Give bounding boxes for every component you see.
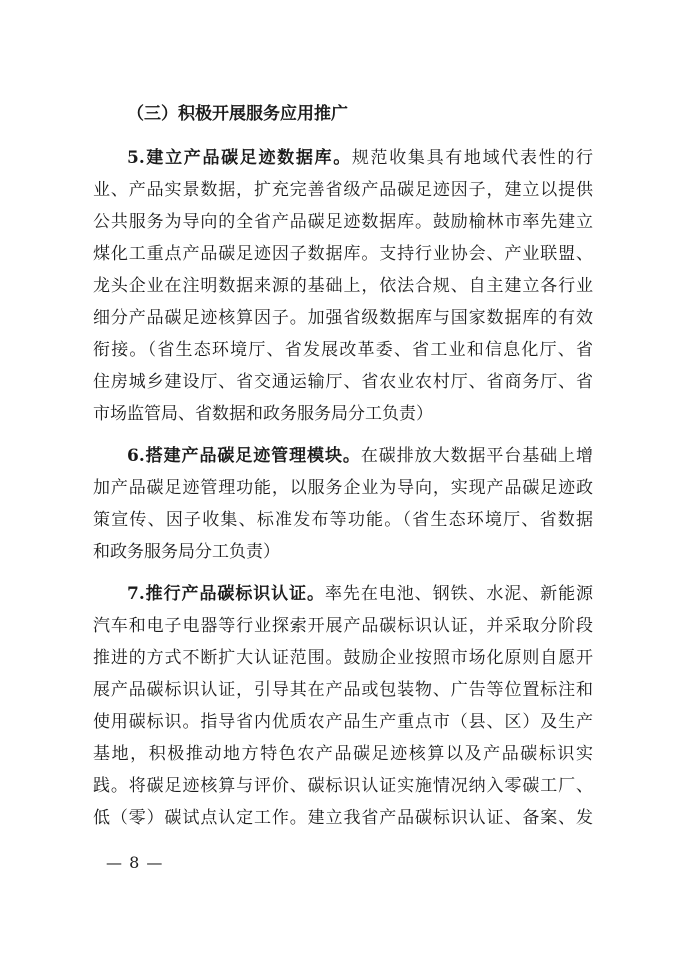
paragraph-line: 策宣传、因子收集、标准发布等功能。（省生态环境厅、省数据 [93, 510, 593, 530]
paragraph-line [127, 578, 593, 610]
paragraph-line [127, 440, 593, 472]
paragraph-title: 6.搭建产品碳足迹管理模块。 [127, 446, 361, 466]
paragraph-line: 龙头企业在注明数据来源的基础上，依法合规、自主建立各行业 [93, 276, 593, 296]
paragraph-line: 展产品碳标识认证，引导其在产品或包装物、广告等位置标注和 [93, 680, 593, 700]
paragraph-line: 市场监管局、省数据和政务服务局分工负责） [93, 404, 433, 424]
paragraph-line: 汽车和电子电器等行业探索开展产品碳标识认证，并采取分阶段 [93, 616, 593, 636]
paragraph-line: 和政务服务局分工负责） [93, 542, 280, 562]
paragraph-line: 煤化工重点产品碳足迹因子数据库。支持行业协会、产业联盟、 [93, 244, 593, 264]
paragraph-line: 践。将碳足迹核算与评价、碳标识认证实施情况纳入零碳工厂、 [93, 776, 593, 796]
paragraph-line: 细分产品碳足迹核算因子。加强省级数据库与国家数据库的有效 [93, 308, 593, 328]
paragraph-text: 在碳排放大数据平台基础上增 [360, 446, 593, 466]
paragraph-line: 加产品碳足迹管理功能，以服务企业为导向，实现产品碳足迹政 [93, 478, 593, 498]
paragraph-line: 业、产品实景数据，扩充完善省级产品碳足迹因子，建立以提供 [93, 180, 593, 200]
paragraph-line: 推进的方式不断扩大认证范围。鼓励企业按照市场化原则自愿开 [93, 648, 593, 668]
section-heading: （三）积极开展服务应用推广 [127, 104, 348, 124]
paragraph-line: 住房城乡建设厅、省交通运输厅、省农业农村厅、省商务厅、省 [93, 372, 593, 392]
paragraph-line: 公共服务为导向的全省产品碳足迹数据库。鼓励榆林市率先建立 [93, 212, 593, 232]
paragraph-line: 使用碳标识。指导省内优质农产品生产重点市（县、区）及生产 [93, 712, 593, 732]
paragraph-text: 规范收集具有地域代表性的行 [351, 148, 593, 168]
paragraph-title: 5.建立产品碳足迹数据库。 [127, 148, 352, 168]
paragraph-title: 7.推行产品碳标识认证。 [127, 584, 325, 604]
paragraph-line [127, 142, 593, 174]
paragraph-line: 基地，积极推动地方特色农产品碳足迹核算以及产品碳标识实 [93, 744, 593, 764]
paragraph-text: 率先在电池、钢铁、水泥、新能源 [324, 584, 593, 604]
paragraph-line: 衔接。（省生态环境厅、省发展改革委、省工业和信息化厅、省 [93, 340, 593, 360]
paragraph-line: 低（零）碳试点认定工作。建立我省产品碳标识认证、备案、发 [93, 808, 593, 828]
page-number: — 8 — [106, 853, 164, 872]
